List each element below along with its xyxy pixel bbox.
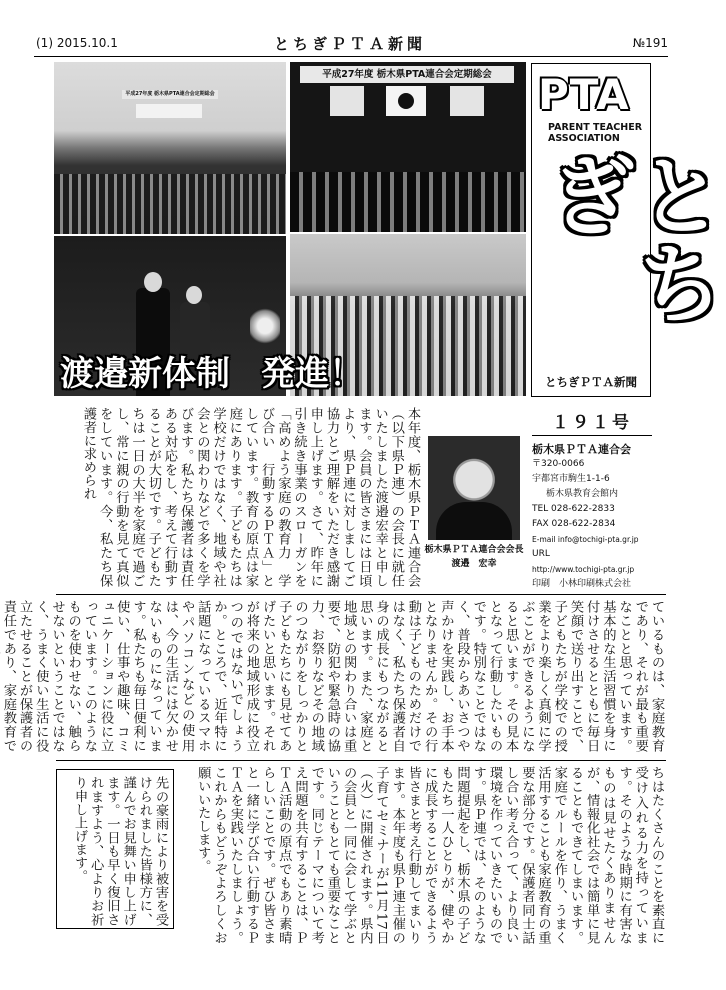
address-line2: 栃木県教育会館内 xyxy=(546,489,619,499)
stage-banner-main: 平成27年度 栃木県PTA連合会定期総会 xyxy=(300,66,514,83)
header-rule xyxy=(34,56,668,57)
portrait-caption xyxy=(422,543,526,571)
members-row xyxy=(290,172,526,232)
photo-assembly-hall xyxy=(54,62,286,234)
printer: 印刷 小林印刷株式会社 xyxy=(532,579,632,589)
tel: TEL 028-622-2833 xyxy=(532,504,615,514)
publisher-name: 栃木県ＰＴＡ連合会 xyxy=(532,443,631,456)
masthead-logo xyxy=(531,63,726,397)
article-column-1: 本年度、栃木県ＰＴＡ連合会（以下県Ｐ連）の会長に就任いたしました渡邉宏幸と申します。会員の皆さまには日頃より、県Ｐ連に対しましてご協力とご理解をいただき感謝申し上げます。さて、昨年に引き続き事業のスローガンを「高めよう家庭の教育力 学び合い 行動するＰＴＡ」としています。教育の原点は家庭にあります。子どもたちは学校だけではなく、地域や社会との関わりなどで多くを学びます。私たち保護者は責任ある対応をし、考えて行動することが大切です。子どもたちは一日の大半を家庭で過ごし、常に親の行動を見て真似をしています。今、私たち保護者に求められ xyxy=(80,407,420,587)
headline xyxy=(60,346,520,400)
caption-title: 栃木県ＰＴＡ連合会会長 xyxy=(424,545,524,555)
portrait-suit xyxy=(436,502,512,540)
newspaper-title: とちぎＰＴＡ新聞 xyxy=(273,35,426,53)
address-line1: 宇都宮市駒生1-1-6 xyxy=(532,474,610,484)
headline-part1: 渡邉新体制 xyxy=(60,354,230,394)
url-label: URL xyxy=(532,549,550,559)
president-portrait xyxy=(428,436,520,540)
stage-banner-small: 平成27年度 栃木県PTA連合会定期総会 xyxy=(122,90,218,99)
publisher-info xyxy=(532,408,652,592)
photo-board-members xyxy=(290,62,526,232)
logo-tochigi: とちぎ xyxy=(535,150,726,326)
article-column-2: ているものは、家庭教育であり、それが最も重要なことと思っています。基本的な生活習慣を身に付けさせるとともに毎日笑顔で送り出すことで、子どもたちが学校での授業をより楽しく真剣に学ぶことができるようになると思います。その見本となって行動したいものです。特別なことではなく、普段からあいさつや声かけを実践し、お手本となりませんか。その行動は子どものためだけではなく、私たち保護者自身の成長にもつながると思います。また、家庭と地域との関わり合いは重要で、防犯や緊急時の協力、お祭りなどその地域のつながりをしっかりと子どもたちにも見せてあげたいと思います。それが将来の地域形成に役立つのではないでしょうか。ところで、近年特に話題になっているスマホやパソコンなどの使用は、今の生活には欠かせないものになっています。私たちも毎日便利に使い、仕事や趣味、コミュニケーションに役に立っています。このようなものを使わせない、触らせないということではなく、うまく使い生活に役立たせることが保護者の責任であり、家庭教育で xyxy=(0,600,664,752)
fax: FAX 028-622-2834 xyxy=(532,519,616,529)
logo-footer: とちぎＰＴＡ新聞 xyxy=(545,375,637,389)
head-left xyxy=(144,272,162,292)
logo-subtitle-line2: ASSOCIATION xyxy=(548,133,620,144)
url: http://www.tochigi-pta.gr.jp xyxy=(532,565,635,574)
flag-japan xyxy=(386,86,426,116)
email: E-mail info@tochigi-pta.gr.jp xyxy=(532,535,639,544)
logo-pta: PTA xyxy=(538,70,630,119)
issue-number: №191 xyxy=(632,36,668,50)
issue-date: (1) 2015.10.1 xyxy=(36,36,118,50)
column-divider-1 xyxy=(56,594,666,595)
article-column-3: ちはたくさんのことを素直に受け入れる力を持っています。そのような時期に有害なものは見せたくありませんが、情報化社会では簡単に見ることもできてしまいます。家庭でルールを作り、うまく活用することも家庭教育の重要な部分です。保護者同士話し合い考え合って、より良い環境を作っていきたいものです。県Ｐ連では、そのような問題提起をし、栃木県の子どもたち一人ひとりが、健やかに成長することができるよう皆さまと考え行動してまいります。本年度も県Ｐ連主催の子育てセミナーが11月17日（火）に開催されます。県内の会員と一同に会して学ぶということもとても重要なことです。同じテーマについて考え問題を共有することは、ＰＴＡ活動の原点でもあり素晴らしいことです。ぜひ皆さまと一緒に学び合い行動するＰＴＡを実践いたしましょう。これからもどうぞよろしくお願いいたします。 xyxy=(195,766,664,944)
issue-label: １９１号 xyxy=(532,408,652,436)
caption-name: 渡邉 宏幸 xyxy=(451,559,497,569)
logo-subtitle-line1: PARENT TEACHER xyxy=(548,122,643,133)
disaster-notice xyxy=(56,769,174,929)
audience xyxy=(54,174,286,234)
flower-arrangement xyxy=(250,306,280,346)
headline-part2: 発進！ xyxy=(261,354,364,394)
logo-subtitle xyxy=(548,122,642,144)
notice-text: 先の豪雨により被害を受けられました皆様方に、謹んでお見舞い申し上げます。一日も早く復旧されますよう、心よりお祈り申し上げます。 xyxy=(71,776,168,926)
flag-right xyxy=(450,86,484,116)
stage-flags xyxy=(136,104,202,118)
head-right xyxy=(186,286,202,304)
postal-code: 〒320-0066 xyxy=(532,459,585,469)
flag-left xyxy=(330,86,364,116)
column-divider-2 xyxy=(56,760,666,761)
